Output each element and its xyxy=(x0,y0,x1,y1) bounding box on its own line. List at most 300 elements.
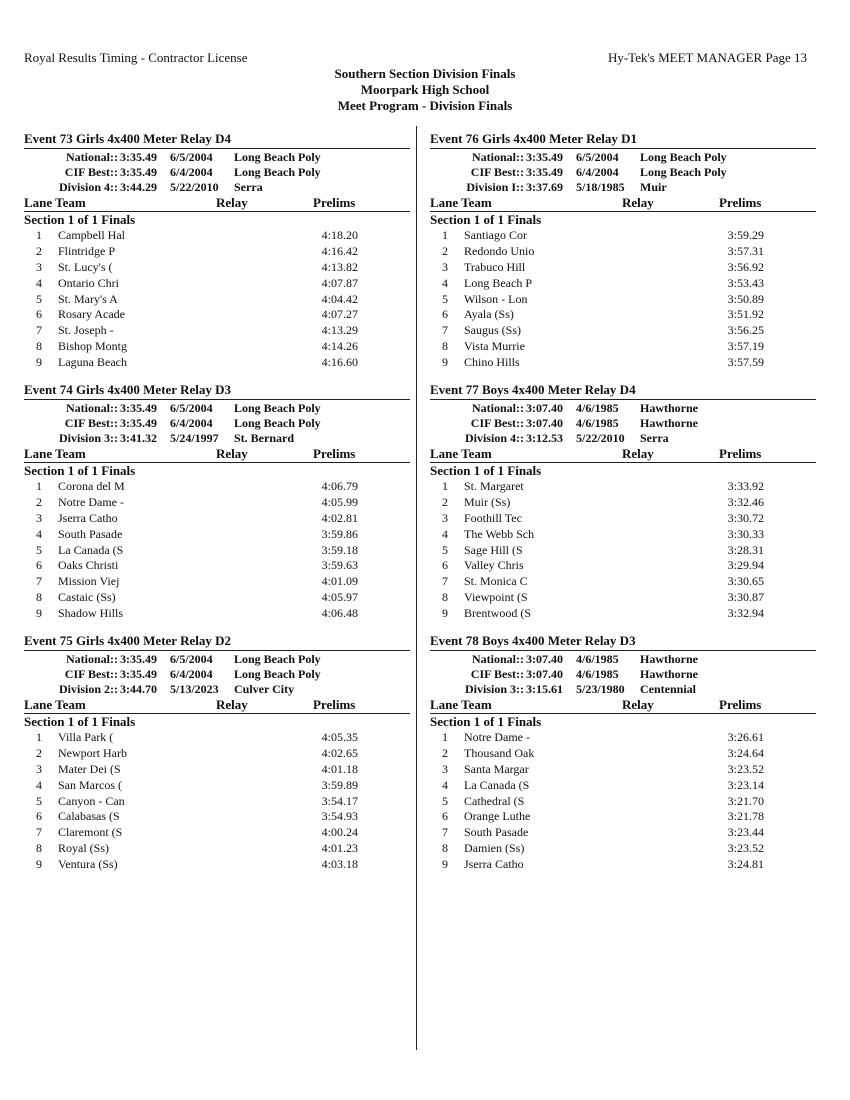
record-holder: Long Beach Poly xyxy=(640,165,727,179)
record-holder: Long Beach Poly xyxy=(234,150,321,164)
record-holder: Serra xyxy=(640,431,669,445)
license-text: Royal Results Timing - Contractor License xyxy=(24,50,248,65)
record-date: 5/18/1985 xyxy=(576,180,625,194)
record-holder: Long Beach Poly xyxy=(234,165,321,179)
record-holder: Hawthorne xyxy=(640,667,698,681)
record-date: 6/5/2004 xyxy=(170,401,213,415)
relay-header: Relay xyxy=(622,195,654,210)
prelims-header: Prelims xyxy=(719,697,762,712)
lane-number: 5 xyxy=(442,542,448,557)
record-label: CIF Best:: xyxy=(64,165,118,179)
lane-team-header: Lane Team xyxy=(24,446,86,461)
event-title: Event 77 Boys 4x400 Meter Relay D4 xyxy=(430,382,816,400)
table-row xyxy=(24,558,410,574)
prelim-time: 3:23.14 xyxy=(727,777,764,792)
prelims-header: Prelims xyxy=(313,446,356,461)
record-time: 3:15.61 xyxy=(526,682,563,696)
table-row xyxy=(430,574,816,590)
team-name: The Webb Sch xyxy=(464,526,535,541)
prelim-time: 3:50.89 xyxy=(727,291,764,306)
table-row xyxy=(24,511,410,527)
team-name: Laguna Beach xyxy=(58,355,127,370)
record-label: Division 3:: xyxy=(58,431,118,445)
record-label: Division I:: xyxy=(466,180,524,194)
lane-number: 9 xyxy=(442,606,448,621)
table-row xyxy=(430,606,816,622)
record-row xyxy=(430,150,816,165)
record-holder: Muir xyxy=(640,180,667,194)
event-block xyxy=(430,131,816,382)
lane-team-header: Lane Team xyxy=(24,697,86,712)
record-row xyxy=(430,431,816,446)
relay-header: Relay xyxy=(622,697,654,712)
event-block xyxy=(430,382,816,633)
table-row xyxy=(430,841,816,857)
table-row xyxy=(430,857,816,873)
records-list xyxy=(430,401,816,446)
table-header xyxy=(430,697,816,714)
team-name: Oaks Christi xyxy=(58,558,119,573)
team-name: Mater Dei (S xyxy=(58,761,121,776)
record-date: 5/24/1997 xyxy=(170,431,219,445)
lane-number: 1 xyxy=(36,730,42,744)
record-row xyxy=(24,401,410,416)
record-date: 5/22/2010 xyxy=(170,180,219,194)
prelim-time: 3:32.94 xyxy=(727,606,764,621)
record-holder: Long Beach Poly xyxy=(234,652,321,666)
team-name: Cathedral (S xyxy=(464,793,525,808)
table-row xyxy=(24,746,410,762)
team-name: Ventura (Ss) xyxy=(58,857,118,872)
table-row xyxy=(430,495,816,511)
table-row xyxy=(24,527,410,543)
prelim-time: 3:57.59 xyxy=(727,355,764,370)
relay-header: Relay xyxy=(216,195,248,210)
table-row xyxy=(24,292,410,308)
record-row xyxy=(430,416,816,431)
lane-number: 7 xyxy=(36,574,42,589)
record-time: 3:35.49 xyxy=(120,165,157,179)
table-row xyxy=(430,260,816,276)
event-block xyxy=(430,633,816,884)
record-date: 6/4/2004 xyxy=(576,165,619,179)
table-row xyxy=(430,730,816,746)
table-row xyxy=(430,276,816,292)
lane-team-header: Lane Team xyxy=(430,446,492,461)
records-list xyxy=(24,652,410,697)
event-title: Event 76 Girls 4x400 Meter Relay D1 xyxy=(430,131,816,149)
lane-number: 2 xyxy=(36,745,42,760)
prelim-time: 4:01.18 xyxy=(321,761,358,776)
table-row xyxy=(24,606,410,622)
record-holder: St. Bernard xyxy=(234,431,294,445)
prelim-time: 3:24.64 xyxy=(727,745,764,760)
records-list xyxy=(24,150,410,195)
record-row xyxy=(430,165,816,180)
section-heading: Section 1 of 1 Finals xyxy=(24,714,136,729)
lane-number: 3 xyxy=(36,259,42,274)
lane-number: 9 xyxy=(36,355,42,370)
table-row xyxy=(430,355,816,371)
table-header xyxy=(24,446,410,463)
lane-number: 7 xyxy=(36,323,42,338)
prelim-time: 3:23.44 xyxy=(727,825,764,840)
team-name: Santa Margar xyxy=(464,761,529,776)
prelims-header: Prelims xyxy=(719,446,762,461)
lane-number: 8 xyxy=(36,339,42,354)
lane-number: 7 xyxy=(442,323,448,338)
table-row xyxy=(24,543,410,559)
team-name: Thousand Oak xyxy=(464,745,535,760)
record-date: 6/4/2004 xyxy=(170,165,213,179)
team-name: Flintridge P xyxy=(58,243,116,258)
table-row xyxy=(24,276,410,292)
section-heading: Section 1 of 1 Finals xyxy=(24,212,136,227)
table-row xyxy=(24,339,410,355)
prelim-time: 3:59.89 xyxy=(321,777,358,792)
table-row xyxy=(430,323,816,339)
records-list xyxy=(24,401,410,446)
table-header xyxy=(430,446,816,463)
table-row xyxy=(430,244,816,260)
prelim-time: 3:51.92 xyxy=(727,307,764,322)
lane-number: 9 xyxy=(36,606,42,621)
event-block xyxy=(24,382,410,633)
lane-number: 8 xyxy=(442,339,448,354)
record-time: 3:35.49 xyxy=(526,165,563,179)
record-date: 6/5/2004 xyxy=(576,150,619,164)
record-label: CIF Best:: xyxy=(470,165,524,179)
team-name: Mission Viej xyxy=(58,574,120,589)
prelim-time: 3:54.93 xyxy=(321,809,358,824)
team-name: South Pasade xyxy=(464,825,529,840)
record-label: CIF Best:: xyxy=(470,416,524,430)
team-name: Claremont (S xyxy=(58,825,123,840)
record-label: National:: xyxy=(66,401,118,415)
section-heading: Section 1 of 1 Finals xyxy=(24,463,136,478)
lane-number: 5 xyxy=(36,291,42,306)
table-row xyxy=(24,244,410,260)
lane-number: 8 xyxy=(442,590,448,605)
record-time: 3:07.40 xyxy=(526,667,563,681)
team-name: San Marcos ( xyxy=(58,777,122,792)
prelim-time: 3:32.46 xyxy=(727,494,764,509)
record-time: 3:41.32 xyxy=(120,431,157,445)
lane-number: 3 xyxy=(442,259,448,274)
table-row xyxy=(430,543,816,559)
prelim-time: 3:21.78 xyxy=(727,809,764,824)
prelim-time: 4:16.42 xyxy=(321,243,358,258)
record-time: 3:12.53 xyxy=(526,431,563,445)
event-title: Event 78 Boys 4x400 Meter Relay D3 xyxy=(430,633,816,651)
prelim-time: 4:00.24 xyxy=(321,825,358,840)
record-date: 4/6/1985 xyxy=(576,652,619,666)
prelim-time: 3:28.31 xyxy=(727,542,764,557)
lane-number: 6 xyxy=(442,558,448,573)
relay-header: Relay xyxy=(216,697,248,712)
lane-team-header: Lane Team xyxy=(430,697,492,712)
record-holder: Culver City xyxy=(234,682,295,696)
prelim-time: 4:06.48 xyxy=(321,606,358,621)
record-row xyxy=(430,401,816,416)
table-row xyxy=(24,841,410,857)
record-label: National:: xyxy=(472,652,524,666)
team-name: Canyon - Can xyxy=(58,793,125,808)
lane-number: 1 xyxy=(442,228,448,242)
record-row xyxy=(430,682,816,697)
prelim-time: 4:13.82 xyxy=(321,259,358,274)
lane-number: 2 xyxy=(442,494,448,509)
lane-number: 6 xyxy=(36,307,42,322)
prelim-time: 4:18.20 xyxy=(321,228,358,242)
table-row xyxy=(430,228,816,244)
section-heading: Section 1 of 1 Finals xyxy=(430,212,542,227)
prelim-time: 3:21.70 xyxy=(727,793,764,808)
team-name: Notre Dame - xyxy=(464,730,530,744)
team-name: South Pasade xyxy=(58,526,123,541)
record-time: 3:35.49 xyxy=(120,401,157,415)
section-heading: Section 1 of 1 Finals xyxy=(430,463,542,478)
team-name: Orange Luthe xyxy=(464,809,531,824)
prelim-time: 3:30.72 xyxy=(727,510,764,525)
prelim-time: 4:16.60 xyxy=(321,355,358,370)
prelim-time: 3:59.29 xyxy=(727,228,764,242)
table-row xyxy=(24,479,410,495)
team-name: La Canada (S xyxy=(464,777,530,792)
team-name: Chino Hills xyxy=(464,355,520,370)
record-row xyxy=(430,667,816,682)
record-row xyxy=(24,416,410,431)
lane-number: 5 xyxy=(442,291,448,306)
lane-number: 7 xyxy=(442,574,448,589)
lane-number: 4 xyxy=(36,275,42,290)
table-row xyxy=(24,590,410,606)
team-name: Viewpoint (S xyxy=(464,590,528,605)
team-name: La Canada (S xyxy=(58,542,124,557)
lane-number: 4 xyxy=(36,777,42,792)
table-row xyxy=(24,323,410,339)
table-row xyxy=(430,794,816,810)
record-row xyxy=(430,180,816,195)
table-row xyxy=(24,574,410,590)
team-name: Royal (Ss) xyxy=(58,841,109,856)
record-holder: Serra xyxy=(234,180,263,194)
prelim-time: 4:05.99 xyxy=(321,494,358,509)
prelim-time: 3:56.25 xyxy=(727,323,764,338)
team-name: Muir (Ss) xyxy=(464,494,511,509)
record-date: 4/6/1985 xyxy=(576,416,619,430)
table-row xyxy=(430,746,816,762)
team-name: Sage Hill (S xyxy=(464,542,523,557)
table-row xyxy=(24,260,410,276)
lane-number: 4 xyxy=(442,275,448,290)
prelim-time: 3:30.65 xyxy=(727,574,764,589)
table-row xyxy=(24,228,410,244)
table-row xyxy=(430,825,816,841)
prelim-time: 4:05.35 xyxy=(321,730,358,744)
lane-number: 6 xyxy=(36,809,42,824)
table-row xyxy=(430,292,816,308)
relay-header: Relay xyxy=(622,446,654,461)
record-holder: Hawthorne xyxy=(640,401,698,415)
table-row xyxy=(430,307,816,323)
table-row xyxy=(430,339,816,355)
team-name: Damien (Ss) xyxy=(464,841,525,856)
lane-number: 4 xyxy=(442,777,448,792)
lane-team-header: Lane Team xyxy=(430,195,492,210)
lane-number: 5 xyxy=(36,793,42,808)
lane-number: 4 xyxy=(442,526,448,541)
team-name: Valley Chris xyxy=(464,558,524,573)
record-label: Division 2:: xyxy=(58,682,118,696)
team-name: Trabuco Hill xyxy=(464,259,526,274)
team-name: Newport Harb xyxy=(58,745,127,760)
team-name: St. Margaret xyxy=(464,479,524,493)
team-name: Bishop Montg xyxy=(58,339,128,354)
table-row xyxy=(430,762,816,778)
prelim-time: 3:59.18 xyxy=(321,542,358,557)
meet-titles xyxy=(0,66,850,114)
record-time: 3:44.70 xyxy=(120,682,157,696)
team-name: Foothill Tec xyxy=(464,510,522,525)
table-row xyxy=(430,590,816,606)
venue-title: Moorpark High School xyxy=(360,82,490,97)
lane-number: 7 xyxy=(36,825,42,840)
record-row xyxy=(24,180,410,195)
team-name: Jserra Catho xyxy=(464,857,524,872)
lane-number: 3 xyxy=(36,510,42,525)
prelim-time: 4:02.81 xyxy=(321,510,358,525)
table-row xyxy=(24,762,410,778)
records-list xyxy=(430,652,816,697)
record-date: 6/4/2004 xyxy=(170,667,213,681)
record-holder: Centennial xyxy=(640,682,697,696)
record-date: 6/5/2004 xyxy=(170,150,213,164)
record-row xyxy=(430,652,816,667)
record-holder: Long Beach Poly xyxy=(234,401,321,415)
prelim-time: 4:03.18 xyxy=(321,857,358,872)
team-name: Vista Murrie xyxy=(464,339,525,354)
record-row xyxy=(24,667,410,682)
prelim-time: 3:57.19 xyxy=(727,339,764,354)
prelim-time: 3:33.92 xyxy=(727,479,764,493)
team-name: St. Mary's A xyxy=(58,291,118,306)
record-date: 5/13/2023 xyxy=(170,682,219,696)
lane-number: 8 xyxy=(36,841,42,856)
record-label: National:: xyxy=(472,150,524,164)
page-label: Hy-Tek's MEET MANAGER Page 13 xyxy=(607,50,807,65)
record-time: 3:07.40 xyxy=(526,401,563,415)
relay-header: Relay xyxy=(216,446,248,461)
lane-number: 2 xyxy=(442,243,448,258)
team-name: Santiago Cor xyxy=(464,228,527,242)
lane-number: 6 xyxy=(442,307,448,322)
table-header xyxy=(24,697,410,714)
prelim-time: 3:24.81 xyxy=(727,857,764,872)
table-header xyxy=(430,195,816,212)
prelim-time: 3:57.31 xyxy=(727,243,764,258)
table-row xyxy=(24,495,410,511)
table-row xyxy=(24,307,410,323)
prelim-time: 4:06.79 xyxy=(321,479,358,493)
team-name: Brentwood (S xyxy=(464,606,531,621)
team-name: Ayala (Ss) xyxy=(464,307,514,322)
team-name: Saugus (Ss) xyxy=(464,323,522,338)
team-name: Shadow Hills xyxy=(58,606,124,621)
record-label: CIF Best:: xyxy=(470,667,524,681)
table-row xyxy=(24,809,410,825)
record-holder: Hawthorne xyxy=(640,652,698,666)
prelim-time: 3:54.17 xyxy=(321,793,358,808)
prelim-time: 3:29.94 xyxy=(727,558,764,573)
prelim-time: 4:02.65 xyxy=(321,745,358,760)
table-row xyxy=(24,794,410,810)
team-name: Redondo Unio xyxy=(464,243,535,258)
lane-number: 3 xyxy=(442,761,448,776)
lane-number: 1 xyxy=(442,479,448,493)
event-title: Event 74 Girls 4x400 Meter Relay D3 xyxy=(24,382,410,400)
lane-number: 4 xyxy=(36,526,42,541)
record-label: Division 3:: xyxy=(464,682,524,696)
record-time: 3:35.49 xyxy=(120,150,157,164)
team-name: Ontario Chri xyxy=(58,275,119,290)
record-holder: Hawthorne xyxy=(640,416,698,430)
record-time: 3:44.29 xyxy=(120,180,157,194)
prelim-time: 3:26.61 xyxy=(727,730,764,744)
prelim-time: 3:56.92 xyxy=(727,259,764,274)
right-column xyxy=(430,131,816,884)
team-name: St. Monica C xyxy=(464,574,528,589)
table-row xyxy=(430,527,816,543)
prelims-header: Prelims xyxy=(313,697,356,712)
team-name: St. Lucy's ( xyxy=(58,259,113,274)
prelim-time: 3:30.33 xyxy=(727,526,764,541)
record-row xyxy=(24,682,410,697)
record-time: 3:35.49 xyxy=(120,652,157,666)
table-row xyxy=(24,730,410,746)
event-block xyxy=(24,131,410,382)
prelim-time: 3:23.52 xyxy=(727,841,764,856)
prelim-time: 3:23.52 xyxy=(727,761,764,776)
record-holder: Long Beach Poly xyxy=(640,150,727,164)
lane-number: 3 xyxy=(36,761,42,776)
prelims-header: Prelims xyxy=(719,195,762,210)
record-row xyxy=(24,150,410,165)
lane-number: 6 xyxy=(36,558,42,573)
table-row xyxy=(24,825,410,841)
prelim-time: 3:59.63 xyxy=(321,558,358,573)
lane-number: 2 xyxy=(36,494,42,509)
program-title: Meet Program - Division Finals xyxy=(337,98,513,113)
record-label: CIF Best:: xyxy=(64,667,118,681)
record-date: 5/22/2010 xyxy=(576,431,625,445)
record-time: 3:07.40 xyxy=(526,416,563,430)
prelim-time: 3:59.86 xyxy=(321,526,358,541)
record-label: National:: xyxy=(472,401,524,415)
team-name: Notre Dame - xyxy=(58,494,124,509)
record-label: CIF Best:: xyxy=(64,416,118,430)
team-name: Wilson - Lon xyxy=(464,291,528,306)
record-holder: Long Beach Poly xyxy=(234,667,321,681)
table-row xyxy=(430,778,816,794)
record-time: 3:35.49 xyxy=(526,150,563,164)
prelim-time: 4:04.42 xyxy=(321,291,358,306)
prelim-time: 4:01.09 xyxy=(321,574,358,589)
prelim-time: 4:13.29 xyxy=(321,323,358,338)
team-name: Corona del M xyxy=(58,479,125,493)
prelim-time: 4:14.26 xyxy=(321,339,358,354)
record-label: National:: xyxy=(66,150,118,164)
